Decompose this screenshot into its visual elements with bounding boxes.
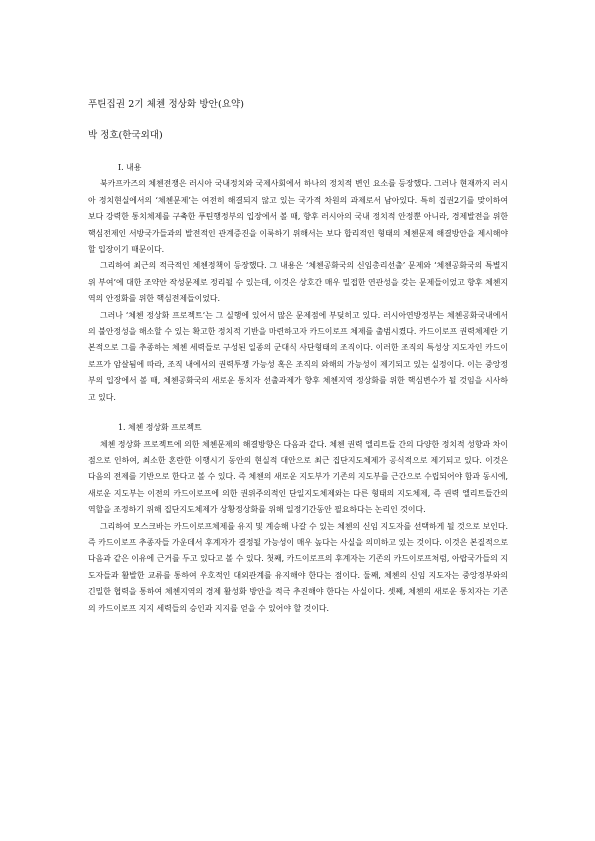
document-body bbox=[88, 160, 508, 617]
body-paragraph: 그리하여 최근의 적극적인 체첸정책이 등장했다. 그 내용은 ‘체첸공화국의 신임총리선출’ 문제와 ‘체첸공화국의 특별지위 부여’에 대한 조약안 작성문제로 정리될 수 있는데, 이것은 상호간 매우 밀접한 연관성을 갖는 문제들이었고 향후 체첸지역의 안정화를 위한 핵심전제들이었다. bbox=[88, 261, 508, 304]
body-paragraph: 그리하여 모스크바는 카드이로프체제를 유지 및 계승해 나갈 수 있는 체첸의 신임 지도자를 선택하게 될 것으로 보인다. 즉 카드이로프 추종자들 가운데서 후계자가 결정될 가능성이 매우 높다는 사실을 의미하고 있는 것이다. 이것은 본질적으로 다음과 같은 이유에 근거를 두고 있다고 볼 수 있다. 첫째, 카드이로프의 후계자는 기존의 카드이로프처럼, 아랍국가들의 지도자들과 활발한 교류를 통하여 우호적인 대외관계를 유지해야 한다는 점이다. 둘째, 체첸의 신임 지도자는 중앙정부와의 긴밀한 협력을 통하여 체첸지역의 경제 활성화 방안을 적극 추진해야 한다는 사실이다. 셋째, 체첸의 새로운 통치자는 기존의 카드이로프 지지 세력들의 승인과 지지를 얻을 수 있어야 할 것이다. bbox=[88, 521, 508, 613]
author-line: 박 정호(한국외대) bbox=[88, 130, 163, 141]
body-paragraph: 북카프카즈의 체첸전쟁은 러시아 국내정치와 국제사회에서 하나의 정치적 변인 요소를 등장했다. 그러나 현재까지 러시아 정치현실에서의 ‘체첸문제’는 여전히 해결되지 않고 있는 국가적 차원의 과제로서 남아있다. 특히 집권2기를 맞이하여 보다 강력한 통치체제를 구축한 푸틴행정부의 입장에서 볼 때, 향후 러시아의 국내 정치적 안정뿐 아니라, 경제발전을 위한 핵심전제인 서방국가들과의 발전적인 관계증진을 이룩하기 위해서는 보다 합리적인 형태의 체첸문제 해결방안을 제시해야 할 입장이기 때문이다. bbox=[88, 179, 508, 255]
section-heading-content: I. 내용 bbox=[118, 163, 142, 172]
body-paragraph: 체첸 정상화 프로젝트에 의한 체첸문제의 해결방향은 다음과 같다. 체첸 권력 엘리트들 간의 다양한 정치적 성향과 차이점으로 인하여, 최소한 혼란한 이행시기 동안의 현실적 대안으로 최근 집단지도체제가 공식적으로 제기되고 있다. 이것은 다음의 전제를 기반으로 한다고 볼 수 있다. 즉 체첸의 새로운 지도부가 기존의 지도부를 근간으로 수립되어야 함과 동시에, 새로운 지도부는 이전의 카드이로프에 의한 권위주의적인 단일지도체제와는 다른 형태의 지도체제, 즉 권력 엘리트들간의 역할을 조정하기 위해 집단지도체제가 상황정상화를 위해 일정기간동안 필요하다는 논리인 것이다. bbox=[88, 439, 508, 515]
document-title: 푸틴집권 2기 체첸 정상화 방안(요약) bbox=[88, 99, 245, 110]
section-spacer bbox=[88, 406, 508, 420]
section-heading-project: 1. 체첸 정상화 프로젝트 bbox=[118, 423, 202, 433]
body-paragraph: 그러나 ‘체첸 정상화 프로젝트’는 그 실행에 있어서 많은 문제점에 부딪히고 있다. 러시아연방정부는 체첸공화국내에서의 불안정성을 해소할 수 있는 확고한 정치적 기반을 마련하고자 카드이로프 체제를 출범시켰다. 카드이로프 권력체제란 기본적으로 그를 추종하는 체첸 세력들로 구성된 일종의 군대식 사단형태의 조직이다. 이러한 조직의 특성상 지도자인 카드이로프가 암살됨에 따라, 조직 내에서의 권력투쟁 가능성 혹은 조직의 와해의 가능성이 제기되고 있는 실정이다. 이는 중앙정부의 입장에서 볼 때, 체첸공화국의 새로운 통치자 선출과제가 향후 체첸지역 정상화를 위한 핵심변수가 될 것임을 시사하고 있다. bbox=[88, 310, 508, 402]
